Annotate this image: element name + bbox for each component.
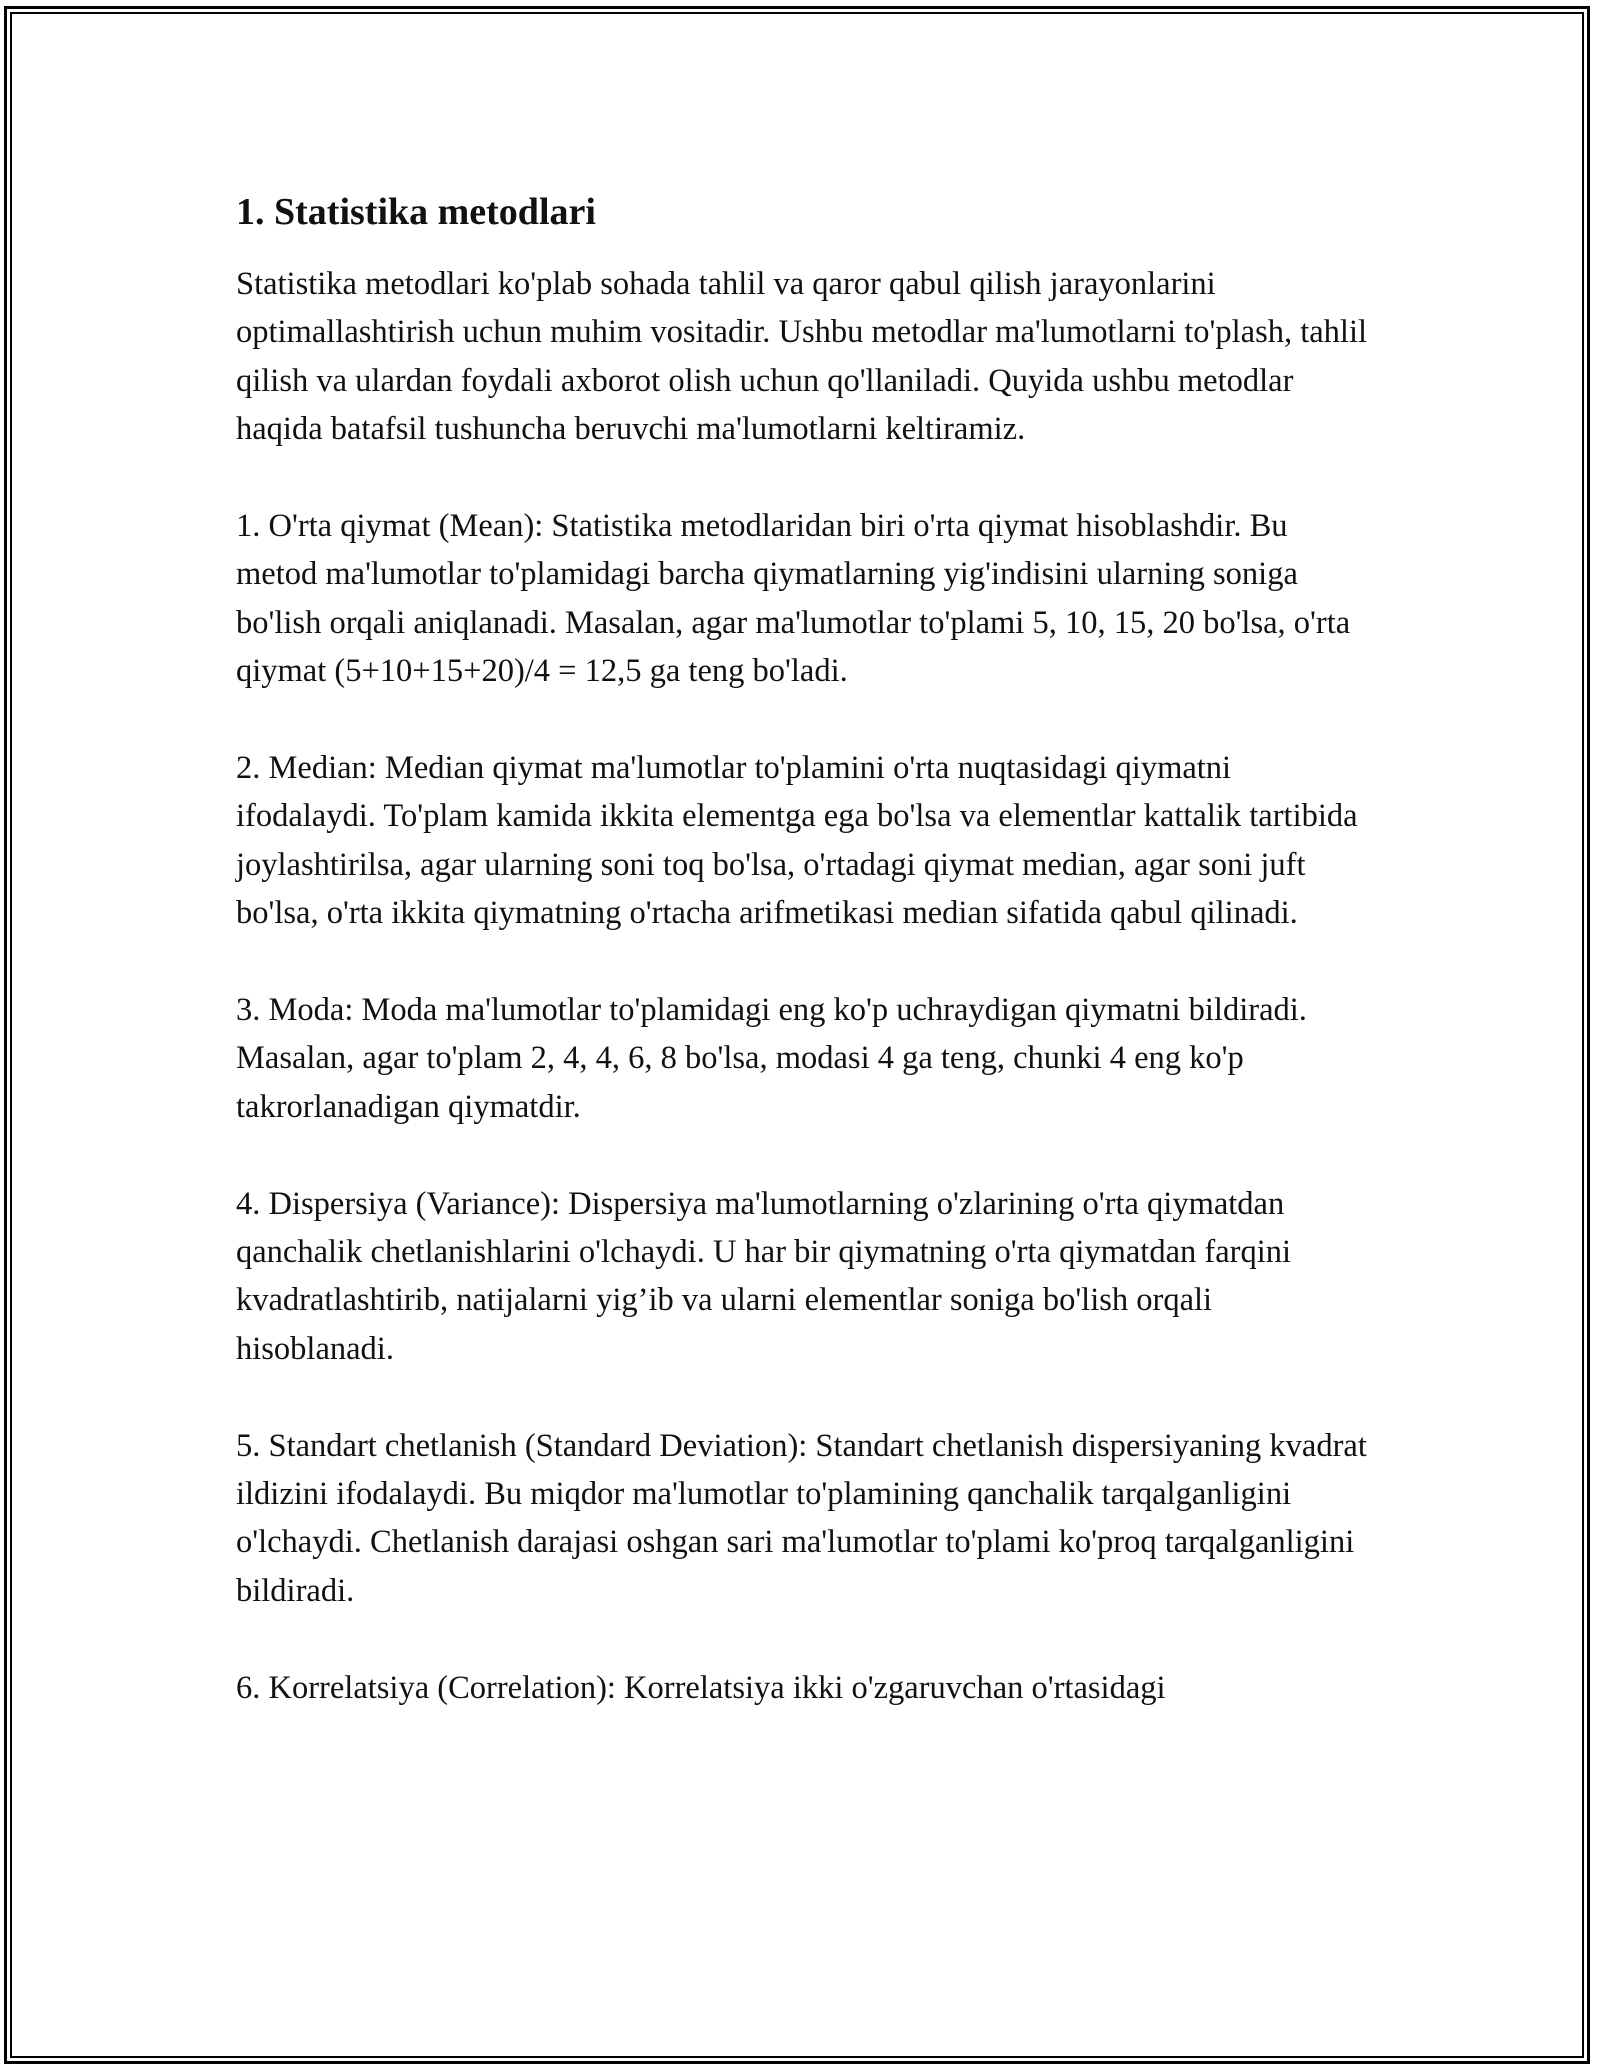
intro-paragraph: Statistika metodlari ko'plab sohada tahlil va qaror qabul qilish jarayonlarini optimallashtirish uchun muhim vositadir. Ushbu metodlar ma'lumotlarni to'plash, tahlil qilish va ulardan foydali axborot olish uchun qo'llaniladi. Quyida ushbu metodlar haqida batafsil tushuncha beruvchi ma'lumotlarni keltiramiz.: [236, 266, 1368, 448]
paragraph-median: 2. Median: Median qiymat ma'lumotlar to'plamini o'rta nuqtasidagi qiymatni ifodalaydi. To'plam kamida ikkita elementga ega bo'lsa va elementlar kattalik tartibida joylashtirilsa, agar ularning soni toq bo'lsa, o'rtadagi qiymat median, agar soni juft bo'lsa, o'rta ikkita qiymatning o'rtacha arifmetikasi median sifatida qabul qilinadi.: [236, 750, 1358, 932]
paragraph-variance: 4. Dispersiya (Variance): Dispersiya ma'lumotlarning o'zlarining o'rta qiymatdan qanchalik chetlanishlarini o'lchaydi. U har bir qiymatning o'rta qiymatdan farqini kvadratlashtirib, natijalarni yig’ib va ularni elementlar soniga bo'lish orqali hisoblanadi.: [236, 1185, 1292, 1367]
paragraph-mode: 3. Moda: Moda ma'lumotlar to'plamidagi eng ko'p uchraydigan qiymatni bildiradi. Masalan, agar to'plam 2, 4, 4, 6, 8 bo'lsa, modasi 4 ga teng, chunki 4 eng ko'p takrorlanadigan qiymatdir.: [236, 992, 1307, 1125]
paragraph-correlation: 6. Korrelatsiya (Correlation): Korrelatsiya ikki o'zgaruvchan o'rtasidagi: [236, 1669, 1166, 1706]
paragraph-mean: 1. O'rta qiymat (Mean): Statistika metodlaridan biri o'rta qiymat hisoblashdir. Bu metod ma'lumotlar to'plamidagi barcha qiymatlarning yig'indisini ularning soniga bo'lish orqali aniqlanadi. Masalan, agar ma'lumotlar to'plami 5, 10, 15, 20 bo'lsa, o'rta qiymat (5+10+15+20)/4 = 12,5 ga teng bo'ladi.: [236, 508, 1351, 690]
section-title: 1. Statistika metodlari: [236, 191, 596, 233]
paragraph-standard-deviation: 5. Standart chetlanish (Standard Deviation): Standart chetlanish dispersiyaning kvadrat ildizini ifodalaydi. Bu miqdor ma'lumotlar to'plamining qanchalik tarqalganligini o'lchaydi. Chetlanish darajasi oshgan sari ma'lumotlar to'plami ko'proq tarqalganligini bildiradi.: [236, 1427, 1367, 1609]
document-body: [236, 188, 1376, 1712]
